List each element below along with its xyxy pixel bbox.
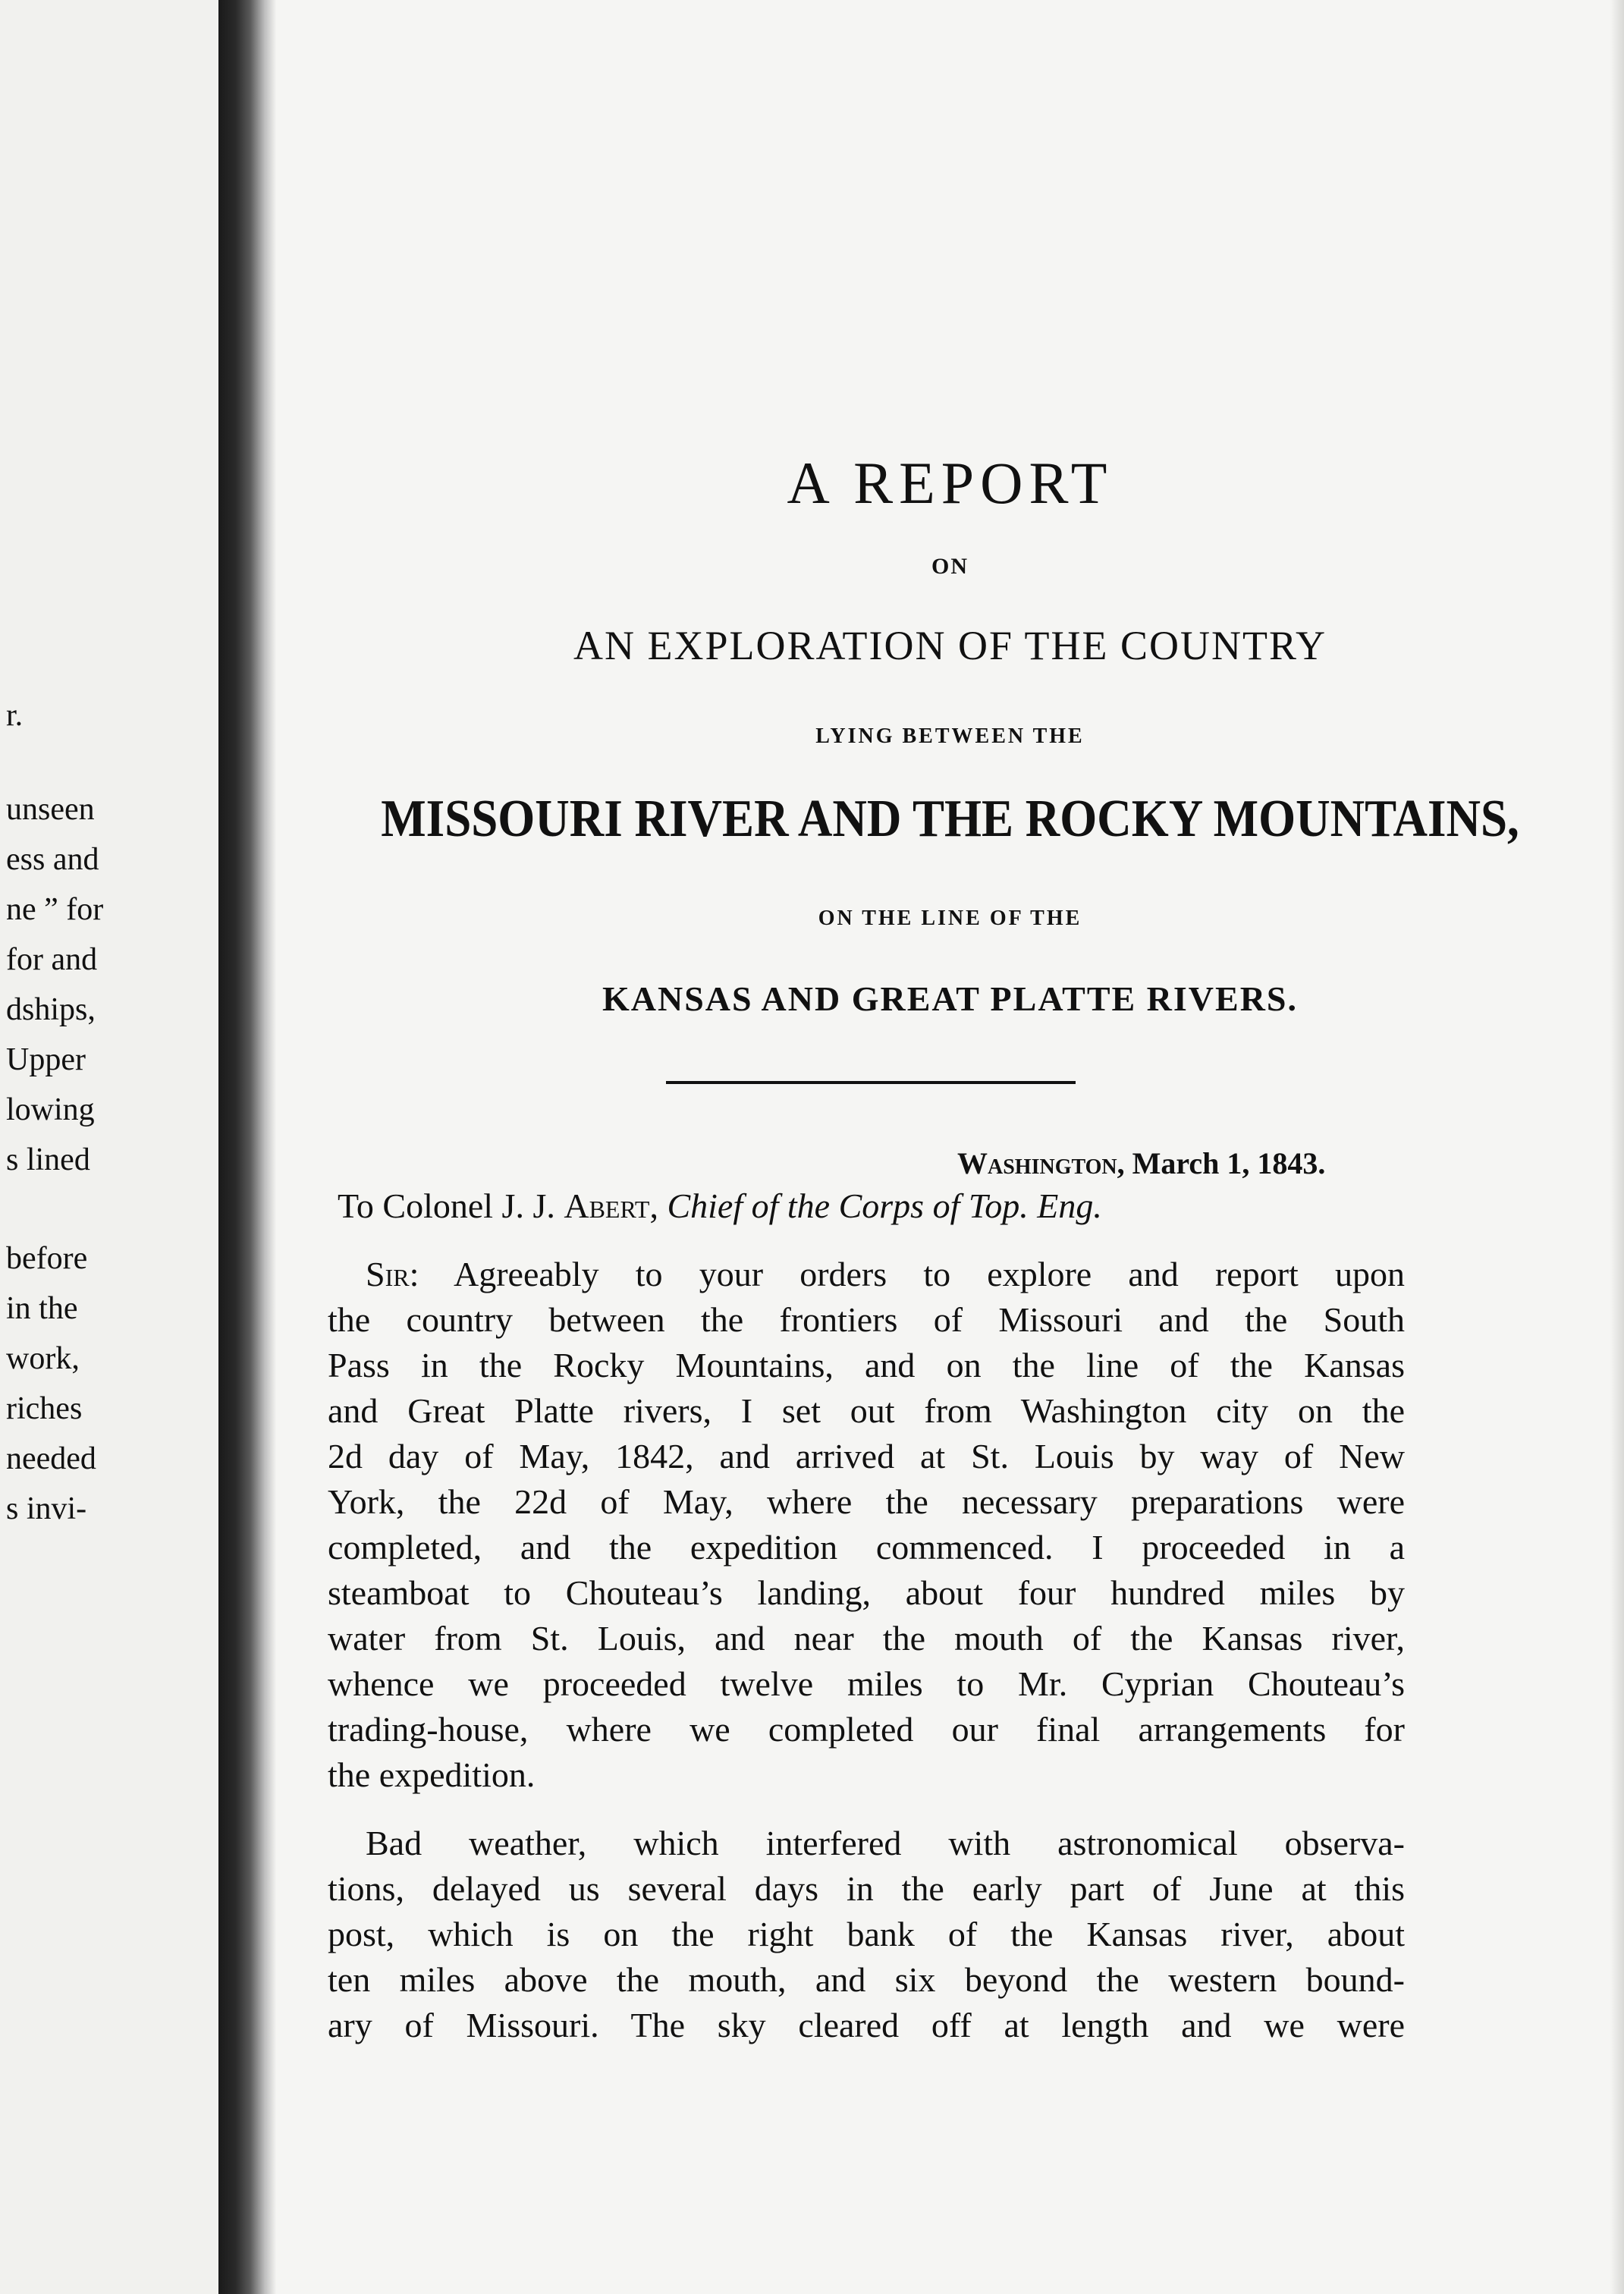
body-line: ten miles above the mouth, and six beyond the western bound- xyxy=(328,1960,1405,1999)
body-line: York, the 22d of May, where the necessary preparations were xyxy=(328,1482,1405,1521)
date: March 1, 1843. xyxy=(1132,1146,1326,1180)
facing-page-line: s lined xyxy=(6,1142,90,1177)
facing-page-line: unseen xyxy=(6,792,95,827)
body-line: completed, and the expedition commenced. I proceeded in a xyxy=(328,1528,1405,1567)
title-on: ON xyxy=(931,554,969,579)
body-line: Bad weather, which interfered with astronomical observa- xyxy=(366,1824,1405,1862)
body-line: whence we proceeded twelve miles to Mr. Cyprian Chouteau’s xyxy=(328,1664,1405,1703)
facing-page-line: riches xyxy=(6,1391,83,1426)
body-line: 2d day of May, 1842, and arrived at St. Louis by way of New xyxy=(328,1437,1405,1475)
title-report: A REPORT xyxy=(787,450,1114,516)
recipient-title: Chief of the Corps of Top. Eng. xyxy=(667,1186,1102,1225)
address-to: To Colonel J. J. xyxy=(338,1186,555,1225)
body-line-text: : Agreeably to your orders to explore and report upon xyxy=(409,1255,1405,1293)
body-line xyxy=(328,1252,1405,1297)
facing-page-line: in the xyxy=(6,1291,78,1326)
page-edge xyxy=(1610,0,1624,2294)
date-place: Washington, xyxy=(957,1146,1125,1180)
title-lying-between: LYING BETWEEN THE xyxy=(815,724,1085,748)
body-line: the expedition. xyxy=(328,1755,536,1794)
body-line: water from St. Louis, and near the mouth of the Kansas river, xyxy=(328,1619,1405,1658)
facing-page-line: work, xyxy=(6,1341,80,1376)
title-divider xyxy=(666,1081,1076,1084)
title-exploration: AN EXPLORATION OF THE COUNTRY xyxy=(573,623,1327,668)
body-line: tions, delayed us several days in the early part of June at this xyxy=(328,1869,1405,1908)
body-line: and Great Platte rivers, I set out from Washington city on the xyxy=(328,1391,1405,1430)
facing-page-line: ne ” for xyxy=(6,892,104,927)
letter-address xyxy=(338,1186,1102,1226)
body-line: the country between the frontiers of Missouri and the South xyxy=(328,1300,1405,1339)
facing-page-line: Upper xyxy=(6,1042,86,1077)
book-gutter xyxy=(218,0,276,2294)
facing-page-line: s invi- xyxy=(6,1491,87,1526)
salutation-sir: Sir xyxy=(366,1255,410,1293)
body-line: trading-house, where we completed our final arrangements for xyxy=(328,1710,1405,1749)
title-on-line: ON THE LINE OF THE xyxy=(818,907,1082,930)
facing-page-line: lowing xyxy=(6,1092,95,1127)
facing-page-line: for and xyxy=(6,942,98,977)
facing-page-line: r. xyxy=(6,698,24,733)
body-line: ary of Missouri. The sky cleared off at length and we were xyxy=(328,2006,1405,2044)
facing-page-line: dships, xyxy=(6,992,96,1027)
letter-dateline xyxy=(957,1145,1325,1181)
facing-page-line: before xyxy=(6,1241,88,1276)
title-rivers: MISSOURI RIVER AND THE ROCKY MOUNTAINS, xyxy=(381,790,1519,848)
facing-page-line: ess and xyxy=(6,842,99,877)
body-line: post, which is on the right bank of the Kansas river, about xyxy=(328,1915,1405,1953)
facing-page xyxy=(0,0,221,2294)
facing-page-line: needed xyxy=(6,1441,96,1476)
body-line: steamboat to Chouteau’s landing, about four hundred miles by xyxy=(328,1573,1405,1612)
title-kansas: KANSAS AND GREAT PLATTE RIVERS. xyxy=(602,979,1299,1018)
body-line: Pass in the Rocky Mountains, and on the line of the Kansas xyxy=(328,1346,1405,1384)
recipient-name: Abert, xyxy=(564,1186,658,1225)
